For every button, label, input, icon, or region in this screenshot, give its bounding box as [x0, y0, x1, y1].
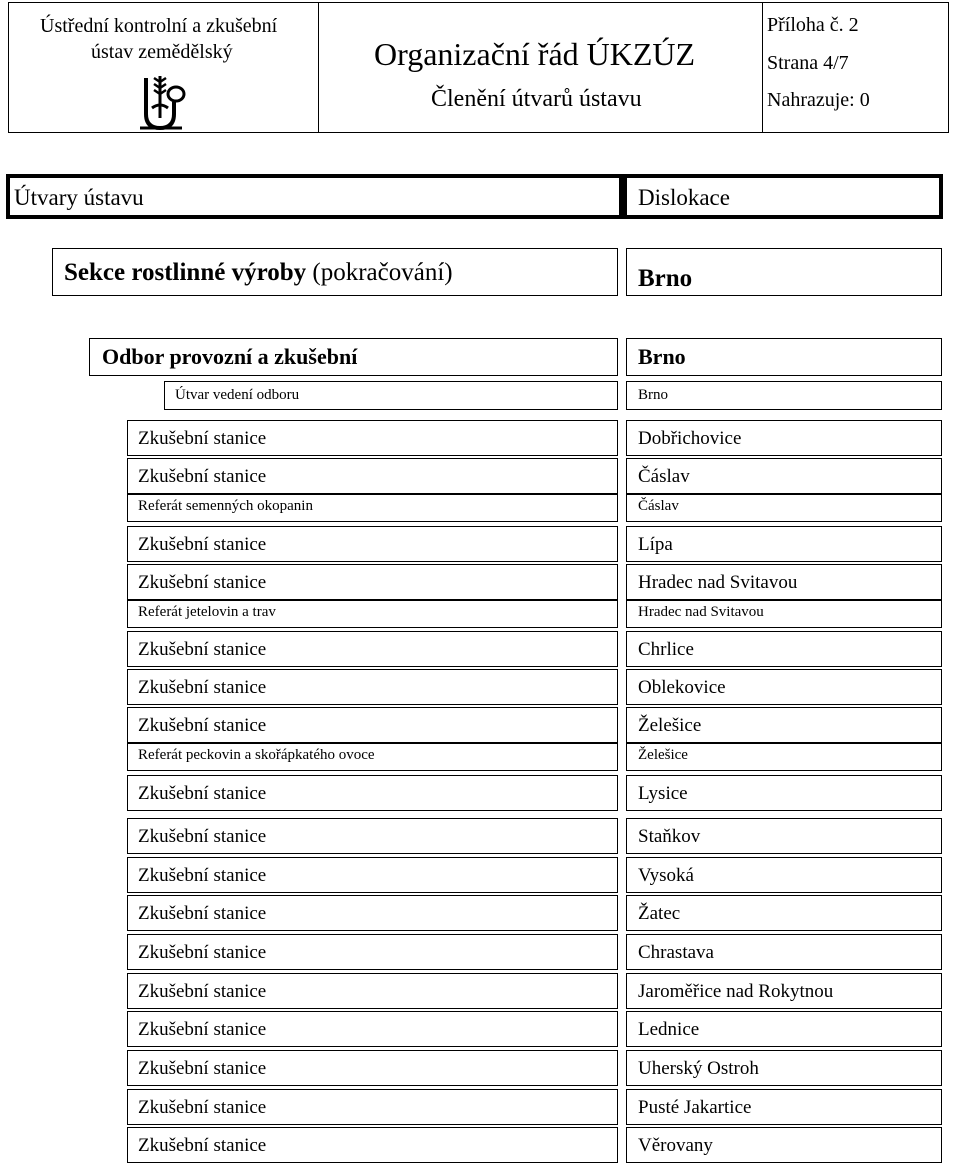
department-location: Brno: [638, 344, 686, 369]
row-4-location-cell: [626, 526, 942, 562]
unit-location: Želešice: [638, 747, 688, 763]
units-column-header: Útvary ústavu: [14, 185, 144, 210]
unit-name: Zkušební stanice: [138, 1058, 267, 1079]
unit-location: Uherský Ostroh: [638, 1058, 759, 1079]
unit-location: Staňkov: [638, 826, 701, 847]
header-divider: [318, 2, 319, 133]
unit-location: Lysice: [638, 783, 688, 804]
unit-location: Oblekovice: [638, 677, 726, 698]
document-title: Organizační řád ÚKZÚZ: [374, 36, 696, 72]
unit-name: Zkušební stanice: [138, 1097, 267, 1118]
header-divider: [762, 2, 763, 133]
unit-name: Zkušební stanice: [138, 903, 267, 924]
unit-name: Útvar vedení odboru: [175, 387, 300, 403]
unit-name: Referát jetelovin a trav: [138, 604, 276, 620]
unit-name: Zkušební stanice: [138, 1019, 267, 1040]
unit-name: Zkušební stanice: [138, 572, 267, 593]
unit-name: Referát semenných okopanin: [138, 498, 313, 514]
unit-name: Zkušební stanice: [138, 981, 267, 1002]
unit-location: Dobřichovice: [638, 428, 742, 449]
unit-name: Zkušební stanice: [138, 715, 267, 736]
page-number: Strana 4/7: [767, 52, 849, 74]
unit-location: Brno: [638, 387, 668, 403]
unit-name: Referát peckovin a skořápkatého ovoce: [138, 747, 375, 763]
unit-location: Chrastava: [638, 942, 714, 963]
ukzuz-logo: [138, 72, 188, 132]
section-name: Sekce rostlinné výroby (pokračování): [64, 259, 453, 286]
unit-name: Zkušební stanice: [138, 639, 267, 660]
unit-location: Žatec: [638, 903, 681, 924]
annex-label: Příloha č. 2: [767, 14, 859, 36]
location-column-header: Dislokace: [638, 185, 730, 210]
unit-name: Zkušební stanice: [138, 428, 267, 449]
unit-location: Hradec nad Svitavou: [638, 604, 764, 620]
department-name: Odbor provozní a zkušební: [102, 344, 358, 369]
replaces-label: Nahrazuje: 0: [767, 89, 870, 111]
unit-name: Zkušební stanice: [138, 677, 267, 698]
unit-name: Zkušební stanice: [138, 783, 267, 804]
unit-location: Hradec nad Svitavou: [638, 572, 798, 593]
unit-name: Zkušební stanice: [138, 466, 267, 487]
document-subtitle: Členění útvarů ústavu: [431, 86, 642, 112]
row-0-location-cell: [626, 381, 942, 410]
unit-location: Věrovany: [638, 1135, 713, 1156]
unit-location: Čáslav: [638, 498, 679, 514]
unit-name: Zkušební stanice: [138, 1135, 267, 1156]
unit-location: Pusté Jakartice: [638, 1097, 752, 1118]
unit-name: Zkušební stanice: [138, 942, 267, 963]
unit-location: Čáslav: [638, 466, 690, 487]
unit-name: Zkušební stanice: [138, 865, 267, 886]
unit-location: Jaroměřice nad Rokytnou: [638, 981, 834, 1002]
unit-name: Zkušební stanice: [138, 826, 267, 847]
unit-location: Chrlice: [638, 639, 694, 660]
org-name-line1: Ústřední kontrolní a zkušební: [40, 15, 278, 37]
section-location: Brno: [638, 265, 693, 292]
unit-location: Lípa: [638, 534, 673, 555]
unit-location: Želešice: [638, 715, 702, 736]
unit-name: Zkušební stanice: [138, 534, 267, 555]
unit-location: Lednice: [638, 1019, 700, 1040]
unit-location: Vysoká: [638, 865, 694, 886]
org-name-line2: ústav zemědělský: [91, 41, 233, 63]
